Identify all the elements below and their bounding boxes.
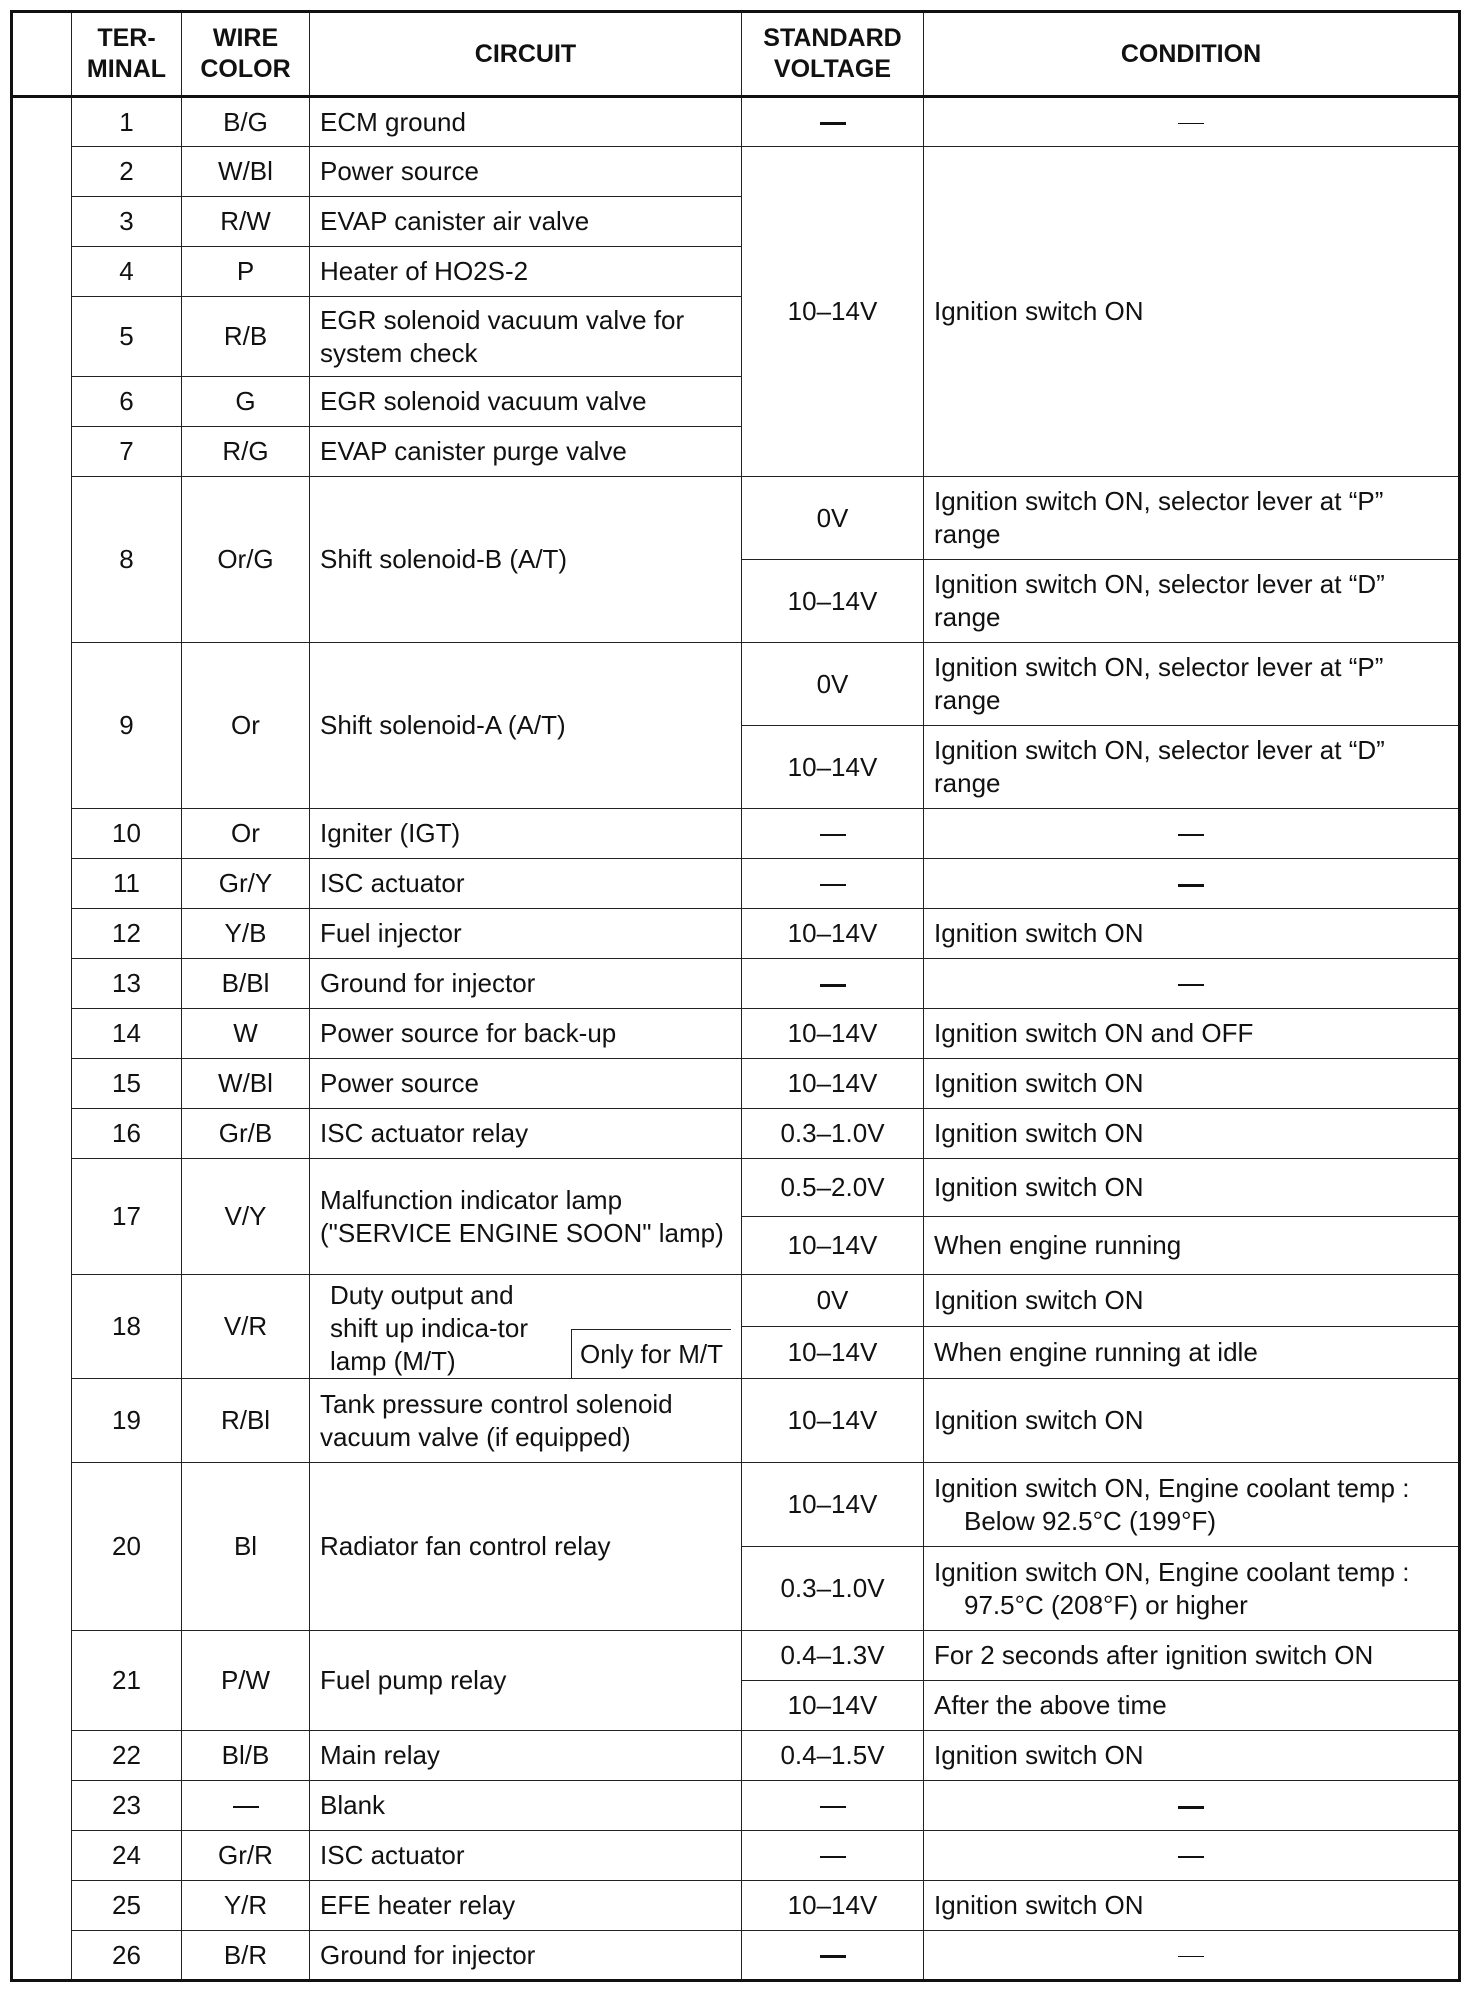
condition-cell — [924, 859, 1460, 909]
wire-color-cell: W/Bl — [182, 1059, 310, 1109]
condition-cell: Ignition switch ON — [924, 147, 1460, 477]
wire-color-cell: B/G — [182, 97, 310, 147]
terminal-cell: 24 — [72, 1831, 182, 1881]
wire-color-cell: Bl — [182, 1463, 310, 1631]
header-wire-color: WIRE COLOR — [182, 12, 310, 97]
circuit-text: Duty output and shift up indica-tor lamp (M/T) — [330, 1280, 528, 1376]
circuit-cell: Blank — [310, 1781, 742, 1831]
wire-color-cell: Gr/Y — [182, 859, 310, 909]
dash-mark — [820, 884, 846, 886]
condition-cell: Ignition switch ON and OFF — [924, 1009, 1460, 1059]
voltage-cell: 0.3–1.0V — [742, 1109, 924, 1159]
condition-line: 97.5°C (208°F) or higher — [964, 1589, 1248, 1620]
terminal-cell: 5 — [72, 297, 182, 377]
dash-mark — [820, 1856, 846, 1858]
table-row — [12, 859, 1460, 909]
condition-cell: When engine running — [924, 1217, 1460, 1275]
table-row — [12, 1463, 1460, 1547]
dash-mark — [820, 834, 846, 836]
table-row — [12, 477, 1460, 560]
voltage-cell: 10–14V — [742, 1681, 924, 1731]
condition-line: Ignition switch ON, Engine coolant temp : — [934, 1472, 1410, 1503]
wire-color-cell: R/B — [182, 297, 310, 377]
dash-mark — [1178, 1856, 1204, 1858]
terminal-cell: 23 — [72, 1781, 182, 1831]
voltage-cell: 10–14V — [742, 1327, 924, 1379]
table-row — [12, 1059, 1460, 1109]
wire-color-cell: W/Bl — [182, 147, 310, 197]
terminal-cell: 8 — [72, 477, 182, 643]
table-row — [12, 1931, 1460, 1981]
terminal-cell: 9 — [72, 643, 182, 809]
voltage-cell: 10–14V — [742, 1217, 924, 1275]
dash-mark — [1178, 123, 1204, 125]
condition-cell: Ignition switch ON — [924, 1731, 1460, 1781]
voltage-cell: 10–14V — [742, 909, 924, 959]
terminal-cell: 16 — [72, 1109, 182, 1159]
condition-cell: Ignition switch ON — [924, 1059, 1460, 1109]
circuit-cell: Power source for back-up — [310, 1009, 742, 1059]
dash-mark — [1178, 884, 1204, 887]
ecm-terminal-table — [10, 10, 1461, 1982]
dash-mark — [820, 1806, 846, 1808]
circuit-cell: Ground for injector — [310, 1931, 742, 1981]
table-row — [12, 1781, 1460, 1831]
circuit-cell: Power source — [310, 147, 742, 197]
voltage-cell: 0V — [742, 477, 924, 560]
wire-color-cell: Gr/B — [182, 1109, 310, 1159]
voltage-cell: 10–14V — [742, 726, 924, 809]
table-row — [12, 1731, 1460, 1781]
header-condition: CONDITION — [924, 12, 1460, 97]
table-row — [12, 909, 1460, 959]
terminal-cell: 12 — [72, 909, 182, 959]
terminal-cell: 20 — [72, 1463, 182, 1631]
circuit-split — [320, 1275, 731, 1378]
voltage-cell: 0.4–1.5V — [742, 1731, 924, 1781]
condition-cell: Ignition switch ON — [924, 1159, 1460, 1217]
condition-cell: Ignition switch ON, selector lever at “D” range — [924, 726, 1460, 809]
condition-cell — [924, 1463, 1460, 1547]
table-row — [12, 1109, 1460, 1159]
wire-color-cell: W — [182, 1009, 310, 1059]
terminal-cell: 7 — [72, 427, 182, 477]
circuit-cell: Heater of HO2S-2 — [310, 247, 742, 297]
circuit-cell: EVAP canister purge valve — [310, 427, 742, 477]
terminal-cell: 14 — [72, 1009, 182, 1059]
wire-color-cell: R/W — [182, 197, 310, 247]
wire-color-cell: V/Y — [182, 1159, 310, 1275]
wire-color-cell: P — [182, 247, 310, 297]
circuit-cell: Fuel pump relay — [310, 1631, 742, 1731]
voltage-cell — [742, 1931, 924, 1981]
circuit-cell: Shift solenoid-B (A/T) — [310, 477, 742, 643]
table-row — [12, 1159, 1460, 1217]
circuit-cell: ISC actuator — [310, 1831, 742, 1881]
circuit-cell: Radiator fan control relay — [310, 1463, 742, 1631]
condition-cell — [924, 1931, 1460, 1981]
wire-color-cell: Or — [182, 643, 310, 809]
condition-cell: For 2 seconds after ignition switch ON — [924, 1631, 1460, 1681]
dash-mark — [820, 1955, 846, 1958]
wire-color-cell: V/R — [182, 1275, 310, 1379]
terminal-cell: 13 — [72, 959, 182, 1009]
wire-color-cell — [182, 1781, 310, 1831]
condition-cell — [924, 97, 1460, 147]
wire-color-cell: Y/B — [182, 909, 310, 959]
wire-color-cell: B/Bl — [182, 959, 310, 1009]
voltage-cell: 10–14V — [742, 1059, 924, 1109]
wire-color-cell: B/R — [182, 1931, 310, 1981]
circuit-cell: Ground for injector — [310, 959, 742, 1009]
dash-mark — [1178, 1956, 1204, 1958]
voltage-cell: 0V — [742, 1275, 924, 1327]
circuit-cell: Tank pressure control solenoid vacuum valve (if equipped) — [310, 1379, 742, 1463]
circuit-cell: Shift solenoid-A (A/T) — [310, 643, 742, 809]
table-row — [12, 1831, 1460, 1881]
condition-cell: Ignition switch ON — [924, 1881, 1460, 1931]
dash-mark — [820, 984, 846, 987]
terminal-cell: 19 — [72, 1379, 182, 1463]
voltage-cell — [742, 959, 924, 1009]
terminal-cell: 2 — [72, 147, 182, 197]
circuit-cell: ISC actuator — [310, 859, 742, 909]
terminal-cell: 4 — [72, 247, 182, 297]
voltage-cell: 10–14V — [742, 1881, 924, 1931]
condition-cell: Ignition switch ON, selector lever at “P” range — [924, 477, 1460, 560]
voltage-cell: 0.4–1.3V — [742, 1631, 924, 1681]
condition-cell — [924, 1831, 1460, 1881]
dash-mark — [233, 1806, 259, 1808]
header-terminal: TER- MINAL — [72, 12, 182, 97]
condition-cell: Ignition switch ON, selector lever at “D” range — [924, 560, 1460, 643]
wire-color-cell: R/G — [182, 427, 310, 477]
dash-mark — [1178, 834, 1204, 836]
terminal-cell: 10 — [72, 809, 182, 859]
terminal-cell: 3 — [72, 197, 182, 247]
wire-color-cell: Or/G — [182, 477, 310, 643]
terminal-cell: 15 — [72, 1059, 182, 1109]
terminal-cell: 1 — [72, 97, 182, 147]
circuit-cell: EVAP canister air valve — [310, 197, 742, 247]
terminal-cell: 26 — [72, 1931, 182, 1981]
circuit-cell: ECM ground — [310, 97, 742, 147]
circuit-cell: Power source — [310, 1059, 742, 1109]
table-row — [12, 1379, 1460, 1463]
condition-cell: When engine running at idle — [924, 1327, 1460, 1379]
condition-cell — [924, 809, 1460, 859]
table-row — [12, 1275, 1460, 1327]
terminal-cell: 11 — [72, 859, 182, 909]
table-row — [12, 97, 1460, 147]
circuit-cell: Igniter (IGT) — [310, 809, 742, 859]
wire-color-cell: Or — [182, 809, 310, 859]
voltage-cell: 10–14V — [742, 1379, 924, 1463]
connector-label-cell — [12, 97, 72, 1981]
condition-line: Below 92.5°C (199°F) — [964, 1505, 1217, 1536]
circuit-cell — [310, 1275, 742, 1379]
dash-mark — [1178, 984, 1204, 986]
circuit-cell: EGR solenoid vacuum valve for system check — [310, 297, 742, 377]
voltage-cell — [742, 809, 924, 859]
table-row — [12, 1881, 1460, 1931]
voltage-cell: 10–14V — [742, 147, 924, 477]
table-row — [12, 1631, 1460, 1681]
voltage-cell: 0.3–1.0V — [742, 1547, 924, 1631]
only-for-mt-note: Only for M/T — [571, 1329, 731, 1378]
table-row — [12, 643, 1460, 726]
voltage-cell — [742, 1831, 924, 1881]
condition-cell — [924, 1547, 1460, 1631]
voltage-cell: 10–14V — [742, 1009, 924, 1059]
wire-color-cell: R/Bl — [182, 1379, 310, 1463]
terminal-cell: 22 — [72, 1731, 182, 1781]
voltage-cell: 0V — [742, 643, 924, 726]
condition-cell — [924, 959, 1460, 1009]
condition-cell: Ignition switch ON — [924, 909, 1460, 959]
condition-cell — [924, 1781, 1460, 1831]
header-connector — [12, 12, 72, 97]
table-row — [12, 147, 1460, 197]
circuit-cell: EFE heater relay — [310, 1881, 742, 1931]
circuit-cell: Malfunction indicator lamp ("SERVICE ENGINE SOON" lamp) — [310, 1159, 742, 1275]
condition-cell: Ignition switch ON — [924, 1109, 1460, 1159]
header-standard-voltage: STANDARD VOLTAGE — [742, 12, 924, 97]
condition-cell: After the above time — [924, 1681, 1460, 1731]
voltage-cell — [742, 859, 924, 909]
condition-cell: Ignition switch ON, selector lever at “P” range — [924, 643, 1460, 726]
table-row — [12, 1009, 1460, 1059]
condition-line: Ignition switch ON, Engine coolant temp : — [934, 1556, 1410, 1587]
terminal-cell: 6 — [72, 377, 182, 427]
wire-color-cell: Y/R — [182, 1881, 310, 1931]
dash-mark — [820, 122, 846, 125]
header-row — [12, 12, 1460, 97]
wire-color-cell: P/W — [182, 1631, 310, 1731]
wire-color-cell: G — [182, 377, 310, 427]
voltage-cell: 10–14V — [742, 1463, 924, 1547]
wire-color-cell: Gr/R — [182, 1831, 310, 1881]
table-row — [12, 959, 1460, 1009]
circuit-cell: Main relay — [310, 1731, 742, 1781]
voltage-cell — [742, 1781, 924, 1831]
wire-color-cell: Bl/B — [182, 1731, 310, 1781]
voltage-cell: 0.5–2.0V — [742, 1159, 924, 1217]
circuit-cell: Fuel injector — [310, 909, 742, 959]
voltage-cell — [742, 97, 924, 147]
table-row — [12, 809, 1460, 859]
terminal-cell: 21 — [72, 1631, 182, 1731]
condition-cell: Ignition switch ON — [924, 1275, 1460, 1327]
circuit-cell: EGR solenoid vacuum valve — [310, 377, 742, 427]
circuit-cell: ISC actuator relay — [310, 1109, 742, 1159]
header-circuit: CIRCUIT — [310, 12, 742, 97]
terminal-cell: 25 — [72, 1881, 182, 1931]
condition-cell: Ignition switch ON — [924, 1379, 1460, 1463]
terminal-cell: 17 — [72, 1159, 182, 1275]
voltage-cell: 10–14V — [742, 560, 924, 643]
terminal-cell: 18 — [72, 1275, 182, 1379]
dash-mark — [1178, 1806, 1204, 1809]
